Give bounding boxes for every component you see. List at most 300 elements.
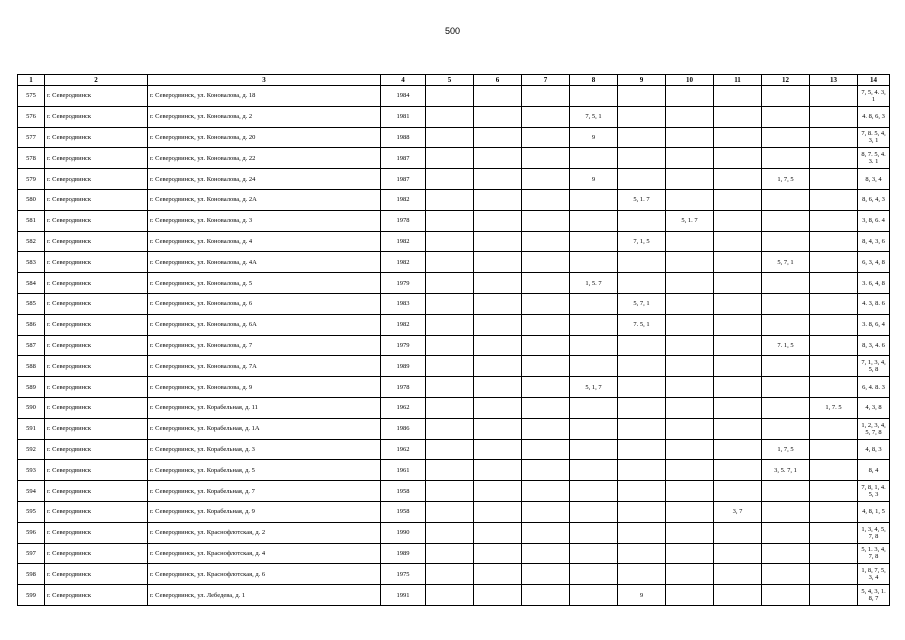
table-row <box>18 377 890 398</box>
cell-col-12: 5, 7, 1 <box>762 252 810 273</box>
cell-address: г. Северодвинск, ул. Коновалова, д. 6 <box>148 293 381 314</box>
cell-col-12 <box>762 356 810 377</box>
cell-col-9 <box>618 106 666 127</box>
cell-col-13 <box>810 293 858 314</box>
cell-col-14: 6, 4. 8. 3 <box>858 377 890 398</box>
cell-col-14: 7, 8, 1, 4. 5, 3 <box>858 481 890 502</box>
cell-col-7 <box>522 127 570 148</box>
cell-col-6 <box>474 169 522 190</box>
cell-col-7 <box>522 252 570 273</box>
cell-col-11 <box>714 481 762 502</box>
cell-col-6 <box>474 189 522 210</box>
cell-col-11 <box>714 543 762 564</box>
cell-col-8: 9 <box>570 127 618 148</box>
cell-col-10 <box>666 377 714 398</box>
cell-year: 1987 <box>381 169 426 190</box>
cell-col-11 <box>714 397 762 418</box>
cell-row-number: 582 <box>18 231 45 252</box>
cell-col-9: 7, 1, 5 <box>618 231 666 252</box>
cell-col-8 <box>570 86 618 107</box>
cell-col-7 <box>522 501 570 522</box>
cell-col-11 <box>714 86 762 107</box>
cell-year: 1988 <box>381 127 426 148</box>
cell-settlement: г. Северодвинск <box>45 314 148 335</box>
cell-col-8 <box>570 564 618 585</box>
cell-col-14: 6, 3, 4, 8 <box>858 252 890 273</box>
table-row <box>18 252 890 273</box>
table-row <box>18 314 890 335</box>
cell-col-12 <box>762 231 810 252</box>
cell-row-number: 592 <box>18 439 45 460</box>
cell-settlement: г. Северодвинск <box>45 585 148 606</box>
cell-settlement: г. Северодвинск <box>45 273 148 294</box>
cell-col-14: 8, 6, 4, 3 <box>858 189 890 210</box>
cell-address: г. Северодвинск, ул. Корабельная, д. 1А <box>148 418 381 439</box>
table-body <box>18 86 890 606</box>
header-row <box>18 75 890 86</box>
cell-col-14: 4, 8, 1, 5 <box>858 501 890 522</box>
cell-address: г. Северодвинск, ул. Коновалова, д. 20 <box>148 127 381 148</box>
cell-address: г. Северодвинск, ул. Корабельная, д. 9 <box>148 501 381 522</box>
cell-col-11: 3, 7 <box>714 501 762 522</box>
cell-col-10: 5, 1. 7 <box>666 210 714 231</box>
cell-address: г. Северодвинск, ул. Коновалова, д. 7А <box>148 356 381 377</box>
cell-col-5 <box>426 293 474 314</box>
cell-settlement: г. Северодвинск <box>45 169 148 190</box>
cell-col-8 <box>570 418 618 439</box>
cell-col-13 <box>810 543 858 564</box>
cell-col-5 <box>426 564 474 585</box>
cell-col-6 <box>474 86 522 107</box>
cell-col-8 <box>570 314 618 335</box>
cell-col-11 <box>714 335 762 356</box>
cell-address: г. Северодвинск, ул. Коновалова, д. 18 <box>148 86 381 107</box>
cell-year: 1962 <box>381 397 426 418</box>
column-header: 1 <box>18 75 45 86</box>
cell-col-12 <box>762 418 810 439</box>
cell-col-12 <box>762 377 810 398</box>
cell-col-13 <box>810 335 858 356</box>
cell-settlement: г. Северодвинск <box>45 418 148 439</box>
cell-col-14: 4, 8, 3 <box>858 439 890 460</box>
cell-col-10 <box>666 481 714 502</box>
cell-col-6 <box>474 585 522 606</box>
cell-col-14: 5, 1. 3, 4, 7, 8 <box>858 543 890 564</box>
cell-col-13 <box>810 522 858 543</box>
cell-year: 1961 <box>381 460 426 481</box>
cell-col-6 <box>474 314 522 335</box>
cell-year: 1979 <box>381 273 426 294</box>
cell-row-number: 590 <box>18 397 45 418</box>
cell-col-10 <box>666 418 714 439</box>
cell-col-13 <box>810 127 858 148</box>
cell-col-8: 7, 5, 1 <box>570 106 618 127</box>
cell-col-7 <box>522 522 570 543</box>
table-row <box>18 585 890 606</box>
cell-col-5 <box>426 460 474 481</box>
cell-col-13 <box>810 418 858 439</box>
table-row <box>18 273 890 294</box>
cell-col-12 <box>762 148 810 169</box>
cell-row-number: 578 <box>18 148 45 169</box>
cell-col-8 <box>570 231 618 252</box>
cell-address: г. Северодвинск, ул. Краснофлотская, д. 4 <box>148 543 381 564</box>
cell-year: 1982 <box>381 314 426 335</box>
cell-col-8: 9 <box>570 169 618 190</box>
table-row <box>18 293 890 314</box>
cell-col-12 <box>762 106 810 127</box>
cell-address: г. Северодвинск, ул. Коновалова, д. 3 <box>148 210 381 231</box>
cell-col-10 <box>666 522 714 543</box>
cell-col-11 <box>714 314 762 335</box>
cell-col-11 <box>714 189 762 210</box>
cell-col-5 <box>426 439 474 460</box>
cell-col-7 <box>522 335 570 356</box>
table-row <box>18 335 890 356</box>
cell-col-10 <box>666 189 714 210</box>
cell-col-10 <box>666 460 714 481</box>
cell-year: 1982 <box>381 189 426 210</box>
cell-col-5 <box>426 377 474 398</box>
cell-row-number: 577 <box>18 127 45 148</box>
cell-col-10 <box>666 86 714 107</box>
cell-row-number: 579 <box>18 169 45 190</box>
cell-col-9 <box>618 377 666 398</box>
cell-col-14: 7, 1, 3, 4, 5, 8 <box>858 356 890 377</box>
cell-col-12 <box>762 564 810 585</box>
cell-year: 1989 <box>381 543 426 564</box>
cell-col-13 <box>810 356 858 377</box>
table-row <box>18 543 890 564</box>
cell-row-number: 599 <box>18 585 45 606</box>
cell-col-9 <box>618 335 666 356</box>
cell-row-number: 588 <box>18 356 45 377</box>
cell-col-6 <box>474 564 522 585</box>
cell-col-12: 7. 1, 5 <box>762 335 810 356</box>
cell-col-12 <box>762 585 810 606</box>
cell-settlement: г. Северодвинск <box>45 231 148 252</box>
cell-col-9 <box>618 86 666 107</box>
cell-col-11 <box>714 418 762 439</box>
cell-col-5 <box>426 543 474 564</box>
cell-col-8 <box>570 543 618 564</box>
cell-row-number: 589 <box>18 377 45 398</box>
cell-col-7 <box>522 169 570 190</box>
cell-year: 1978 <box>381 210 426 231</box>
cell-row-number: 597 <box>18 543 45 564</box>
cell-col-11 <box>714 460 762 481</box>
cell-col-9 <box>618 418 666 439</box>
cell-col-9 <box>618 273 666 294</box>
cell-row-number: 587 <box>18 335 45 356</box>
cell-address: г. Северодвинск, ул. Коновалова, д. 7 <box>148 335 381 356</box>
table-row <box>18 210 890 231</box>
cell-settlement: г. Северодвинск <box>45 148 148 169</box>
cell-col-12: 1, 7, 5 <box>762 439 810 460</box>
cell-settlement: г. Северодвинск <box>45 210 148 231</box>
cell-col-14: 8, 3, 4 <box>858 169 890 190</box>
cell-col-6 <box>474 377 522 398</box>
cell-row-number: 596 <box>18 522 45 543</box>
cell-row-number: 585 <box>18 293 45 314</box>
column-header: 6 <box>474 75 522 86</box>
cell-col-5 <box>426 585 474 606</box>
cell-row-number: 581 <box>18 210 45 231</box>
cell-col-5 <box>426 210 474 231</box>
cell-col-8 <box>570 481 618 502</box>
cell-col-7 <box>522 210 570 231</box>
cell-settlement: г. Северодвинск <box>45 522 148 543</box>
cell-col-12 <box>762 127 810 148</box>
cell-col-7 <box>522 543 570 564</box>
cell-col-6 <box>474 397 522 418</box>
cell-col-12 <box>762 293 810 314</box>
cell-col-9 <box>618 169 666 190</box>
cell-col-13 <box>810 169 858 190</box>
cell-col-7 <box>522 397 570 418</box>
cell-col-12: 1, 7, 5 <box>762 169 810 190</box>
cell-col-8 <box>570 522 618 543</box>
cell-col-6 <box>474 252 522 273</box>
cell-col-7 <box>522 439 570 460</box>
cell-settlement: г. Северодвинск <box>45 460 148 481</box>
cell-col-9: 5, 1. 7 <box>618 189 666 210</box>
cell-col-13 <box>810 460 858 481</box>
cell-row-number: 594 <box>18 481 45 502</box>
cell-address: г. Северодвинск, ул. Коновалова, д. 6А <box>148 314 381 335</box>
cell-col-9 <box>618 439 666 460</box>
cell-year: 1991 <box>381 585 426 606</box>
cell-col-9 <box>618 481 666 502</box>
cell-year: 1962 <box>381 439 426 460</box>
table-row <box>18 189 890 210</box>
column-header: 13 <box>810 75 858 86</box>
cell-col-11 <box>714 169 762 190</box>
cell-col-12 <box>762 273 810 294</box>
cell-settlement: г. Северодвинск <box>45 481 148 502</box>
cell-col-14: 4. 8, 6, 3 <box>858 106 890 127</box>
column-header: 9 <box>618 75 666 86</box>
cell-col-6 <box>474 293 522 314</box>
cell-col-11 <box>714 585 762 606</box>
cell-col-10 <box>666 585 714 606</box>
column-header: 7 <box>522 75 570 86</box>
cell-col-11 <box>714 273 762 294</box>
cell-col-9 <box>618 252 666 273</box>
cell-address: г. Северодвинск, ул. Корабельная, д. 3 <box>148 439 381 460</box>
cell-year: 1975 <box>381 564 426 585</box>
cell-address: г. Северодвинск, ул. Корабельная, д. 11 <box>148 397 381 418</box>
cell-row-number: 580 <box>18 189 45 210</box>
cell-col-9 <box>618 564 666 585</box>
cell-col-8 <box>570 210 618 231</box>
cell-col-14: 8, 4, 3, 6 <box>858 231 890 252</box>
cell-col-6 <box>474 356 522 377</box>
cell-col-5 <box>426 189 474 210</box>
cell-address: г. Северодвинск, ул. Коновалова, д. 2А <box>148 189 381 210</box>
cell-settlement: г. Северодвинск <box>45 252 148 273</box>
cell-col-7 <box>522 356 570 377</box>
cell-col-7 <box>522 314 570 335</box>
table-row <box>18 148 890 169</box>
cell-col-9 <box>618 543 666 564</box>
cell-year: 1958 <box>381 501 426 522</box>
cell-col-10 <box>666 356 714 377</box>
cell-col-5 <box>426 148 474 169</box>
cell-row-number: 583 <box>18 252 45 273</box>
cell-col-13 <box>810 252 858 273</box>
cell-col-13 <box>810 210 858 231</box>
cell-col-11 <box>714 293 762 314</box>
cell-col-10 <box>666 169 714 190</box>
cell-address: г. Северодвинск, ул. Коновалова, д. 22 <box>148 148 381 169</box>
cell-col-12 <box>762 210 810 231</box>
cell-address: г. Северодвинск, ул. Коновалова, д. 2 <box>148 106 381 127</box>
cell-address: г. Северодвинск, ул. Краснофлотская, д. 2 <box>148 522 381 543</box>
cell-col-10 <box>666 106 714 127</box>
cell-col-11 <box>714 127 762 148</box>
cell-col-8 <box>570 356 618 377</box>
cell-year: 1958 <box>381 481 426 502</box>
cell-col-5 <box>426 169 474 190</box>
table-row <box>18 418 890 439</box>
cell-row-number: 575 <box>18 86 45 107</box>
table-row <box>18 460 890 481</box>
cell-col-14: 3, 8, 6. 4 <box>858 210 890 231</box>
cell-col-6 <box>474 127 522 148</box>
cell-col-11 <box>714 522 762 543</box>
cell-col-9: 5, 7, 1 <box>618 293 666 314</box>
cell-col-5 <box>426 273 474 294</box>
cell-row-number: 576 <box>18 106 45 127</box>
table-row <box>18 397 890 418</box>
cell-col-6 <box>474 418 522 439</box>
cell-year: 1978 <box>381 377 426 398</box>
cell-address: г. Северодвинск, ул. Коновалова, д. 4 <box>148 231 381 252</box>
cell-col-13 <box>810 189 858 210</box>
cell-col-14: 8, 4 <box>858 460 890 481</box>
cell-col-7 <box>522 585 570 606</box>
cell-col-8 <box>570 585 618 606</box>
cell-col-7 <box>522 273 570 294</box>
cell-col-5 <box>426 501 474 522</box>
cell-col-7 <box>522 481 570 502</box>
cell-col-13 <box>810 314 858 335</box>
column-header: 3 <box>148 75 381 86</box>
cell-col-10 <box>666 127 714 148</box>
table-row <box>18 86 890 107</box>
cell-col-6 <box>474 439 522 460</box>
cell-col-7 <box>522 231 570 252</box>
cell-col-9 <box>618 356 666 377</box>
cell-col-5 <box>426 252 474 273</box>
cell-col-10 <box>666 231 714 252</box>
cell-col-6 <box>474 501 522 522</box>
cell-address: г. Северодвинск, ул. Краснофлотская, д. 6 <box>148 564 381 585</box>
cell-col-5 <box>426 418 474 439</box>
cell-year: 1982 <box>381 231 426 252</box>
cell-year: 1983 <box>381 293 426 314</box>
cell-col-14: 1, 2, 3, 4, 5, 7, 8 <box>858 418 890 439</box>
cell-col-12 <box>762 501 810 522</box>
cell-col-10 <box>666 293 714 314</box>
table-row <box>18 231 890 252</box>
cell-col-5 <box>426 356 474 377</box>
cell-col-13 <box>810 148 858 169</box>
cell-col-6 <box>474 522 522 543</box>
cell-row-number: 584 <box>18 273 45 294</box>
cell-settlement: г. Северодвинск <box>45 293 148 314</box>
cell-col-6 <box>474 106 522 127</box>
cell-col-14: 4. 3, 8. 6 <box>858 293 890 314</box>
cell-col-6 <box>474 273 522 294</box>
cell-year: 1984 <box>381 86 426 107</box>
table-row <box>18 169 890 190</box>
cell-col-6 <box>474 335 522 356</box>
cell-col-5 <box>426 86 474 107</box>
column-header: 10 <box>666 75 714 86</box>
cell-col-8: 1, 5. 7 <box>570 273 618 294</box>
cell-settlement: г. Северодвинск <box>45 106 148 127</box>
cell-col-12 <box>762 314 810 335</box>
column-header: 4 <box>381 75 426 86</box>
cell-col-11 <box>714 377 762 398</box>
cell-col-13 <box>810 231 858 252</box>
cell-settlement: г. Северодвинск <box>45 564 148 585</box>
cell-col-13 <box>810 501 858 522</box>
cell-settlement: г. Северодвинск <box>45 335 148 356</box>
cell-col-8 <box>570 439 618 460</box>
cell-address: г. Северодвинск, ул. Коновалова, д. 24 <box>148 169 381 190</box>
cell-col-11 <box>714 356 762 377</box>
cell-address: г. Северодвинск, ул. Коновалова, д. 9 <box>148 377 381 398</box>
cell-col-11 <box>714 252 762 273</box>
cell-col-5 <box>426 335 474 356</box>
cell-col-8 <box>570 189 618 210</box>
table-row <box>18 522 890 543</box>
cell-year: 1990 <box>381 522 426 543</box>
cell-address: г. Северодвинск, ул. Корабельная, д. 7 <box>148 481 381 502</box>
table-row <box>18 564 890 585</box>
cell-col-10 <box>666 148 714 169</box>
cell-address: г. Северодвинск, ул. Корабельная, д. 5 <box>148 460 381 481</box>
cell-col-13 <box>810 439 858 460</box>
column-header: 8 <box>570 75 618 86</box>
table-row <box>18 501 890 522</box>
cell-col-14: 8, 3, 4. 6 <box>858 335 890 356</box>
cell-col-13 <box>810 273 858 294</box>
table-row <box>18 481 890 502</box>
cell-col-5 <box>426 231 474 252</box>
cell-col-10 <box>666 252 714 273</box>
cell-col-10 <box>666 273 714 294</box>
cell-settlement: г. Северодвинск <box>45 377 148 398</box>
cell-col-11 <box>714 564 762 585</box>
cell-col-6 <box>474 210 522 231</box>
cell-col-10 <box>666 501 714 522</box>
cell-settlement: г. Северодвинск <box>45 356 148 377</box>
cell-col-12: 3, 5. 7, 1 <box>762 460 810 481</box>
cell-col-11 <box>714 231 762 252</box>
cell-col-5 <box>426 106 474 127</box>
cell-col-7 <box>522 106 570 127</box>
cell-col-6 <box>474 481 522 502</box>
cell-col-11 <box>714 210 762 231</box>
cell-col-7 <box>522 148 570 169</box>
cell-col-9 <box>618 501 666 522</box>
cell-settlement: г. Северодвинск <box>45 397 148 418</box>
cell-year: 1989 <box>381 356 426 377</box>
